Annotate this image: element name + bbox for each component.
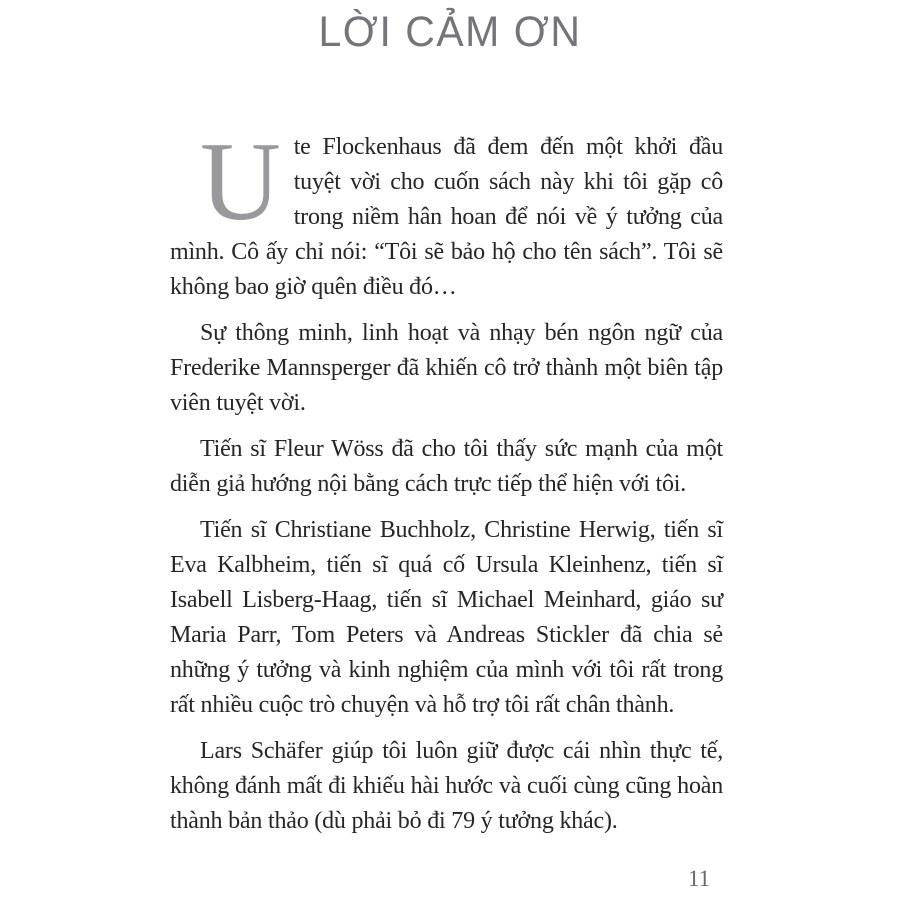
paragraph <box>170 513 723 723</box>
body-text <box>170 120 723 850</box>
paragraph-text: Tiến sĩ Christiane Buchholz, Christine Herwig, tiến sĩ Eva Kalbheim, tiến sĩ quá cố Ursula Kleinhenz, tiến sĩ Isabell Lisberg-Haag, tiến sĩ Michael Meinhard, giáo sư Maria Parr, Tom Peters và Andreas Stickler đã chia sẻ những ý tưởng và kinh nghiệm của mình với tôi rất trong rất nhiều cuộc trò chuyện và hỗ trợ tôi rất chân thành. <box>170 517 723 718</box>
paragraph-text: Lars Schäfer giúp tôi luôn giữ được cái nhìn thực tế, không đánh mất đi khiếu hài hước và cuối cùng cũng hoàn thành bản thảo (dù phải bỏ đi 79 ý tưởng khác). <box>170 738 723 834</box>
paragraph <box>170 316 723 421</box>
page-number: 11 <box>688 866 711 891</box>
page-title: LỜI CẢM ƠN <box>318 7 582 56</box>
paragraph-text: Sự thông minh, linh hoạt và nhạy bén ngôn ngữ của Frederike Mannsperger đã khiến cô trở thành một biên tập viên tuyệt vời. <box>170 320 723 416</box>
paragraph <box>170 120 723 305</box>
paragraph <box>170 432 723 502</box>
paragraph <box>170 734 723 839</box>
paragraph-text: Tiến sĩ Fleur Wöss đã cho tôi thấy sức mạnh của một diễn giả hướng nội bằng cách trực tiếp thể hiện với tôi. <box>170 436 723 497</box>
paragraph-text: te Flockenhaus đã đem đến một khởi đầu tuyệt vời cho cuốn sách này khi tôi gặp cô trong niềm hân hoan để nói về ý tưởng của mình. Cô ấy chỉ nói: “Tôi sẽ bảo hộ cho tên sách”. Tôi sẽ không bao giờ quên điều đó… <box>170 134 723 300</box>
drop-cap: U <box>200 120 281 244</box>
